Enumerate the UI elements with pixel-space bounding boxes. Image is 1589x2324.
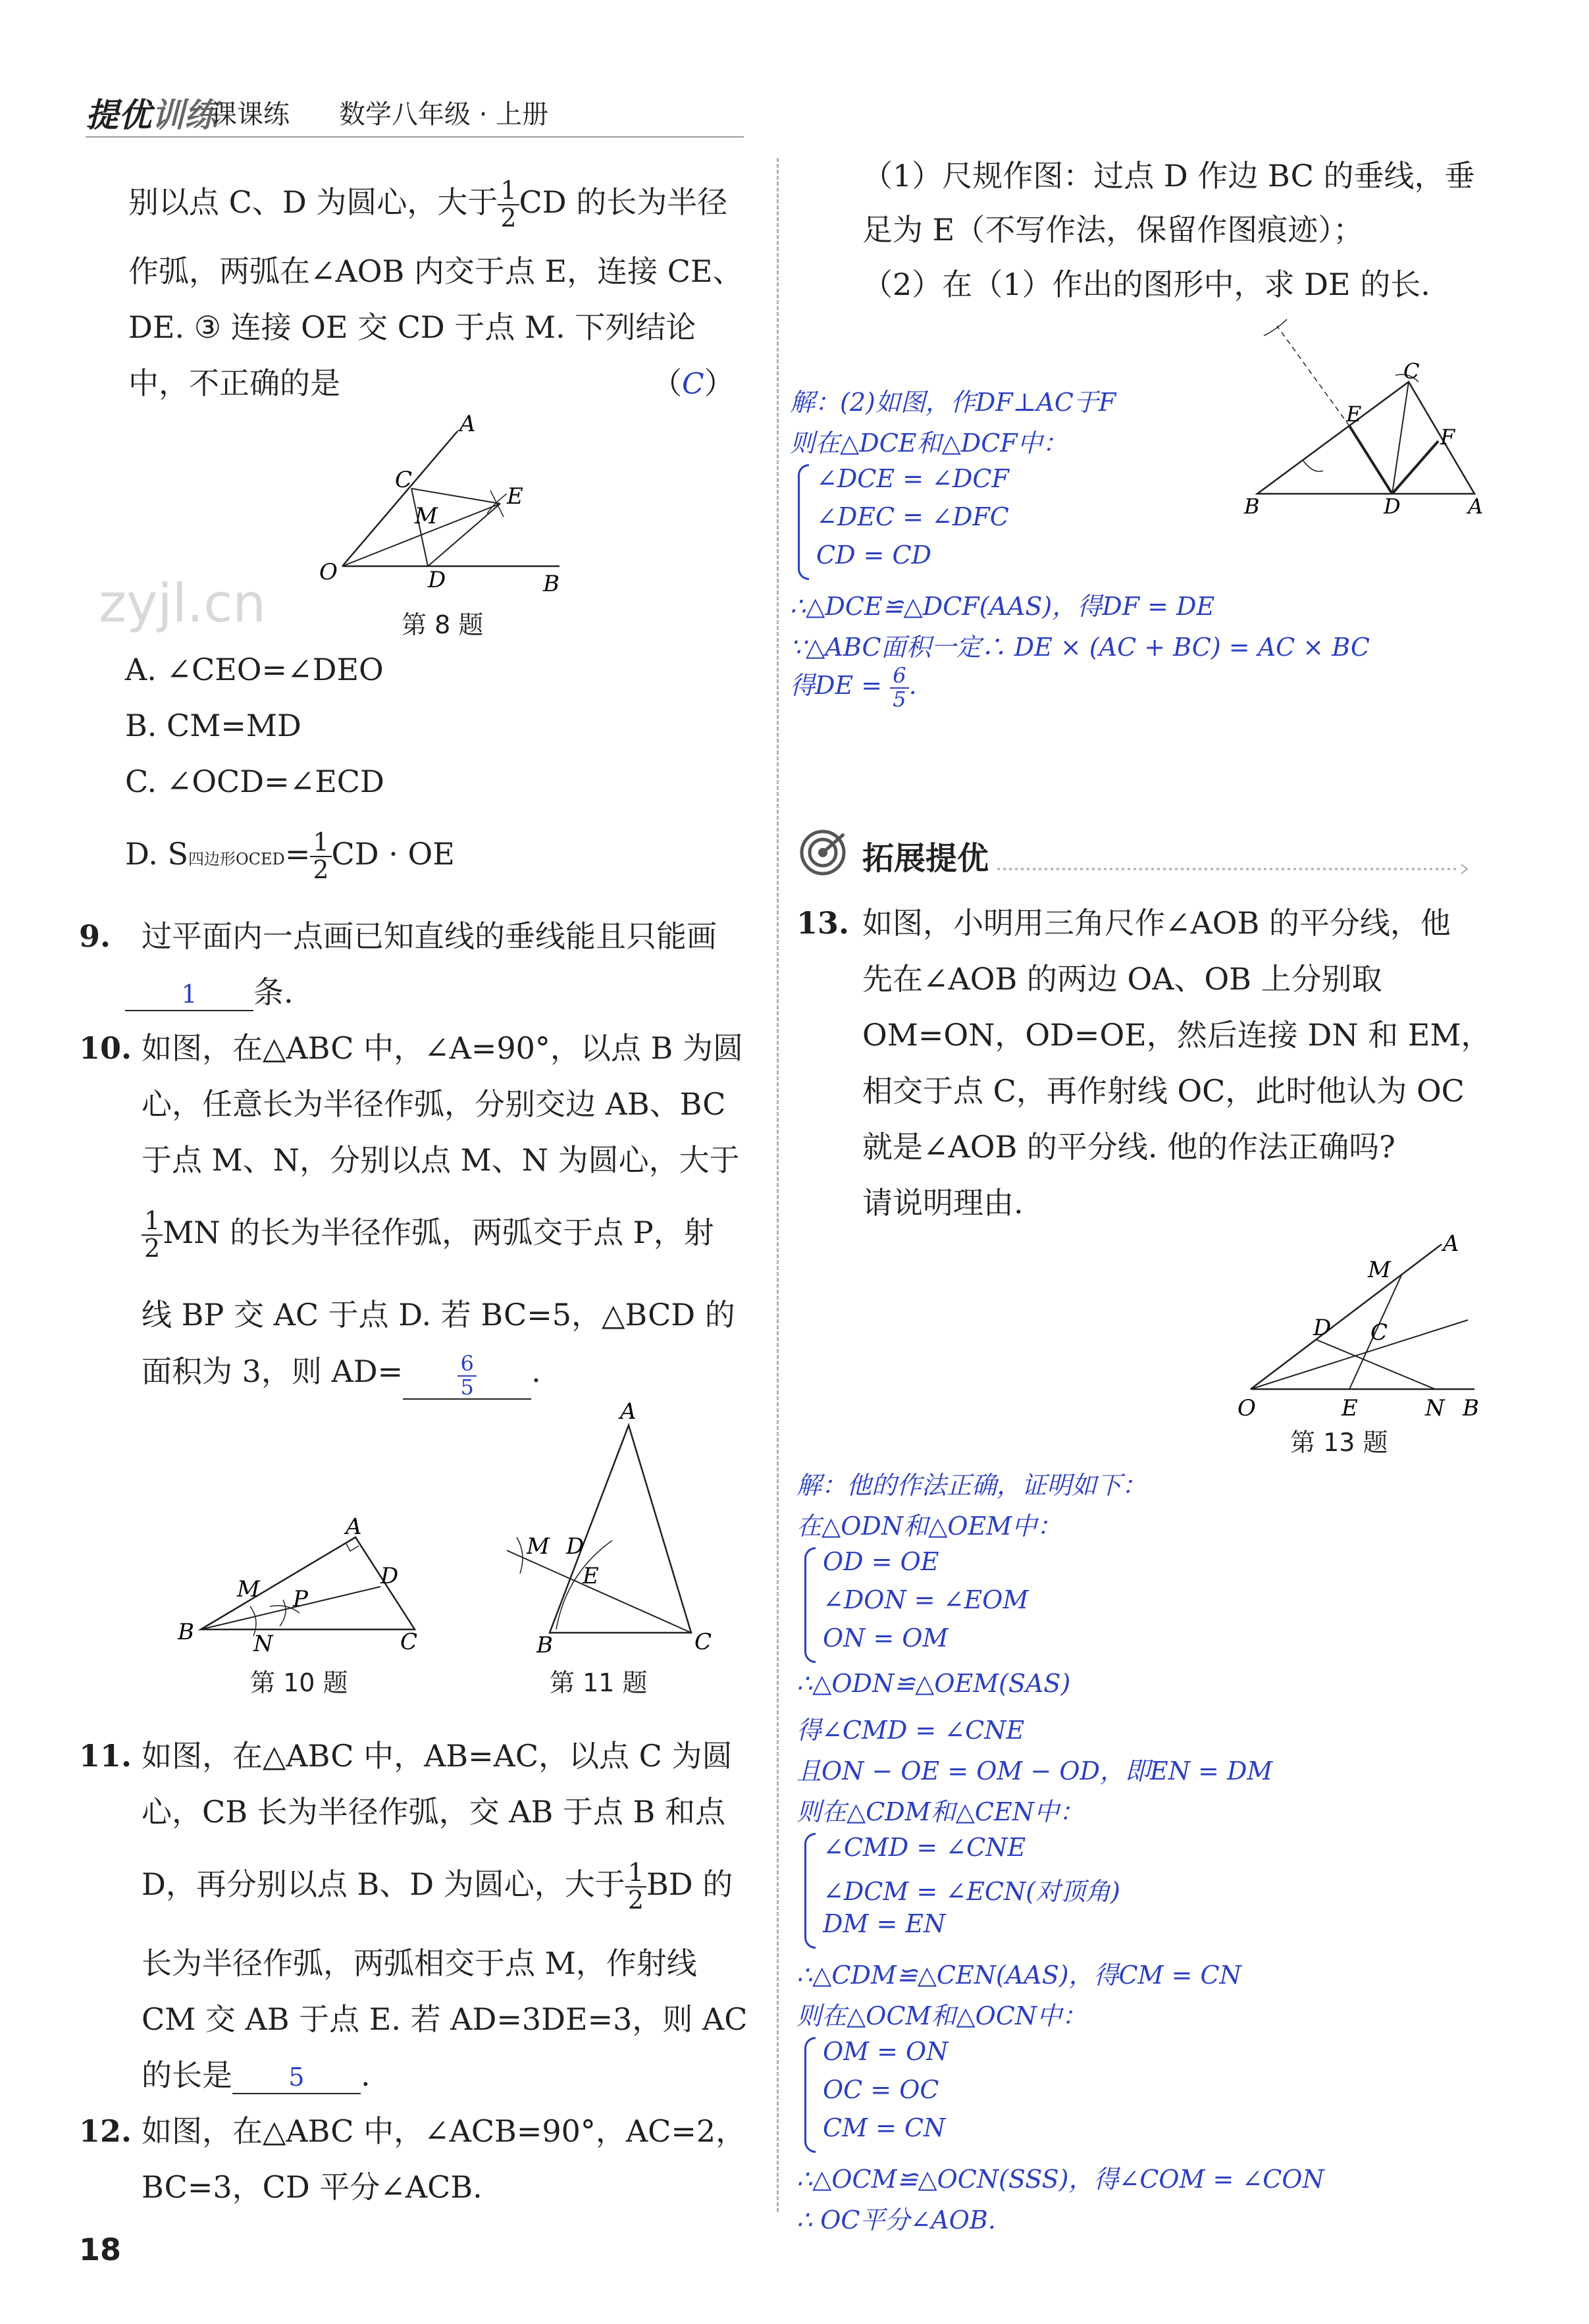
q13-sol1-b: ∠DON = ∠EOM <box>823 1585 1029 1614</box>
q13-sol3-c: CM = CN <box>823 2113 946 2142</box>
fig11-label-A: A <box>620 1402 637 1425</box>
q12-sol-l4: ∵△ABC面积一定∴ DE × (AC + BC) = AC × BC <box>790 633 1370 662</box>
q11-answer: 5 <box>232 2063 361 2094</box>
fig8-label-A: A <box>459 415 476 437</box>
fig11-caption: 第 11 题 <box>550 1668 648 1697</box>
q13-sol3-a: OM = ON <box>823 2037 949 2066</box>
fig13-label-E: E <box>1342 1395 1358 1421</box>
fig13-caption: 第 13 题 <box>1290 1428 1388 1457</box>
q12-sol-l5: 得DE = $\frac{6}{5}$ . <box>790 663 917 712</box>
q8-line1: 别以点 C、D 为圆心，大于 $\frac{1}{2}$ CD 的长为半径 <box>128 176 728 232</box>
q13-sol-l10: ∴ OC平分∠AOB. <box>796 2205 996 2234</box>
fig13-label-B: B <box>1463 1395 1479 1421</box>
fig10-label-N: N <box>253 1631 273 1657</box>
q13-number: 13. <box>796 905 850 941</box>
q13-sol2-c: DM = EN <box>823 1909 946 1938</box>
q12-sol-sys3: CD = CD <box>816 541 932 569</box>
q13-line6: 请说明理由. <box>862 1185 1024 1221</box>
fig11-label-M: M <box>527 1533 550 1560</box>
q8-answer: C <box>682 367 704 401</box>
q13-sol-brace2 <box>804 1833 816 1949</box>
fig8-label-B: B <box>543 571 560 597</box>
q13-sol1-c: ON = OM <box>823 1624 949 1652</box>
q13-line1: 如图，小明用三角尺作∠AOB 的平分线，他 <box>862 905 1451 941</box>
q11-line1: 如图，在△ABC 中，AB=AC，以点 C 为圆 <box>142 1738 733 1774</box>
q9-line1: 过平面内一点画已知直线的垂线能且只能画 <box>142 918 717 954</box>
q8-option-a: A. ∠CEO=∠DEO <box>125 652 384 687</box>
q13-sol-brace1 <box>804 1547 816 1663</box>
fig8-label-D: D <box>428 567 446 593</box>
fig12-label-B: B <box>1244 494 1260 519</box>
figure-10 <box>171 1508 448 1659</box>
q10-line5: 线 BP 交 AC 于点 D. 若 BC=5，△BCD 的 <box>142 1297 735 1333</box>
fig10-label-D: D <box>380 1563 399 1589</box>
q13-sol-l7: ∴△CDM≌△CEN(AAS)，得CM = CN <box>796 1961 1241 1990</box>
q13-line3: OM=ON，OD=OE，然后连接 DN 和 EM， <box>862 1017 1492 1053</box>
q10-line2: 心，任意长为半径作弧，分别交边 AB、BC <box>142 1086 726 1122</box>
fig8-caption: 第 8 题 <box>402 610 484 639</box>
q12-sub2: （2）在（1）作出的图形中，求 DE 的长. <box>862 267 1430 302</box>
fig10-label-B: B <box>178 1619 194 1645</box>
q12-line1: 如图，在△ABC 中，∠ACB=90°，AC=2， <box>142 2113 746 2149</box>
page-number: 18 <box>79 2232 122 2267</box>
fig10-caption: 第 10 题 <box>250 1668 348 1697</box>
q12-sub1-line1: （1）尺规作图：过点 D 作边 BC 的垂线，垂 <box>862 158 1475 194</box>
q12-sol-l2: 则在△DCE和△DCF中： <box>790 429 1068 458</box>
fig12-label-E: E <box>1346 402 1362 427</box>
q8-option-d: D. S四边形OCED= $\frac{1}{2}$ CD · OE <box>125 828 455 884</box>
q13-sol-l6: 则在△CDM和△CEN中： <box>796 1797 1084 1826</box>
q8-line4: 中，不正确的是 <box>128 365 340 401</box>
fig13-label-C: C <box>1370 1319 1388 1346</box>
column-divider <box>777 158 779 2212</box>
fig10-label-M: M <box>237 1576 260 1602</box>
header-logo: 提优训练 <box>86 96 217 134</box>
fig13-label-M: M <box>1368 1257 1391 1283</box>
q10-line3: 于点 M、N，分别以点 M、N 为圆心，大于 <box>142 1142 740 1178</box>
q12-number: 12. <box>79 2113 132 2149</box>
fig8-label-E: E <box>507 483 523 510</box>
q8-answer-bracket: （C） <box>652 365 735 401</box>
fig13-label-N: N <box>1425 1395 1445 1421</box>
q9-answer: 1 <box>125 980 253 1011</box>
q8-line3: DE. ③ 连接 OE 交 CD 于点 M. 下列结论 <box>128 309 696 345</box>
fig10-label-C: C <box>400 1629 418 1655</box>
q13-sol-l5: 且ON − OE = OM − OD，即EN = DM <box>796 1756 1273 1785</box>
fig12-label-A: A <box>1468 494 1484 519</box>
fig13-label-D: D <box>1313 1315 1332 1341</box>
q12-sub1-line2: 足为 E（不写作法，保留作图痕迹）； <box>862 212 1364 248</box>
figure-12 <box>1231 309 1488 527</box>
q8-option-b: B. CM=MD <box>125 708 301 743</box>
section-rule <box>997 862 1471 876</box>
fig12-label-C: C <box>1403 359 1420 384</box>
section-title: 拓展提优 <box>862 840 989 877</box>
q13-sol-l1: 解：他的作法正确，证明如下： <box>796 1471 1147 1500</box>
q9-number: 9. <box>79 918 111 954</box>
q11-line2: 心，CB 长为半径作弧，交 AB 于点 B 和点 <box>142 1794 725 1830</box>
header-series: 课课练 <box>211 99 290 130</box>
q13-sol3-b: OC = OC <box>823 2075 939 2104</box>
q13-sol2-b: ∠DCM = ∠ECN(对顶角) <box>823 1877 1120 1906</box>
q13-sol1-a: OD = OE <box>823 1547 939 1576</box>
figure-8 <box>309 415 586 612</box>
q12-line2: BC=3，CD 平分∠ACB. <box>142 2169 482 2205</box>
figure-13 <box>1224 1231 1501 1435</box>
q13-sol-l9: ∴△OCM≌△OCN(SSS)，得∠COM = ∠CON <box>796 2165 1324 2194</box>
q13-sol2-a: ∠CMD = ∠CNE <box>823 1833 1026 1862</box>
q9-line2: 1 条. <box>125 974 294 1011</box>
fig12-label-F: F <box>1440 425 1455 450</box>
q13-sol-l4: 得∠CMD = ∠CNE <box>796 1716 1025 1745</box>
watermark: zyjl.cn <box>99 573 266 634</box>
fig12-label-D: D <box>1384 494 1401 519</box>
q10-line1: 如图，在△ABC 中，∠A=90°，以点 B 为圆 <box>142 1030 743 1066</box>
q10-line4: $\frac{1}{2}$ MN 的长为半径作弧，两弧交于点 P，射 <box>142 1208 714 1262</box>
q12-sol-sys2: ∠DEC = ∠DFC <box>816 502 1009 531</box>
header-subject: 数学八年级 · 上册 <box>339 99 549 130</box>
q13-line2: 先在∠AOB 的两边 OA、OB 上分别取 <box>862 961 1382 997</box>
q11-number: 11. <box>79 1738 132 1774</box>
fig11-label-D: D <box>566 1533 585 1560</box>
q13-line5: 就是∠AOB 的平分线. 他的作法正确吗? <box>862 1129 1395 1165</box>
fig13-label-A: A <box>1443 1231 1459 1257</box>
q13-sol-l8: 则在△OCM和△OCN中： <box>796 2001 1087 2030</box>
q8-option-c: C. ∠OCD=∠ECD <box>125 764 384 799</box>
target-icon <box>796 826 849 879</box>
fig10-label-P: P <box>293 1586 308 1612</box>
header-rule <box>86 135 744 139</box>
fig11-label-C: C <box>694 1629 712 1655</box>
q8-line2: 作弧，两弧在∠AOB 内交于点 E，连接 CE、 <box>128 253 743 289</box>
q11-line4: 长为半径作弧，两弧相交于点 M，作射线 <box>142 1945 697 1981</box>
fig13-label-O: O <box>1237 1395 1256 1421</box>
q13-line4: 相交于点 C，再作射线 OC，此时他认为 OC <box>862 1073 1465 1109</box>
q12-sol-l3: ∴△DCE≌△DCF(AAS)，得DF = DE <box>790 592 1215 621</box>
q12-sol-l1: 解：(2)如图，作DF⊥AC于F <box>790 388 1116 417</box>
q11-line5: CM 交 AB 于点 E. 若 AD=3DE=3，则 AC <box>142 2001 748 2037</box>
fig10-label-A: A <box>346 1514 362 1540</box>
q13-sol-l2: 在△ODN和△OEM中： <box>796 1512 1062 1541</box>
fig8-label-C: C <box>395 467 413 493</box>
q10-number: 10. <box>79 1030 132 1066</box>
q10-line6: 面积为 3，则 AD= $\frac{6}{5}$ . <box>142 1351 541 1400</box>
q13-sol-brace3 <box>804 2037 816 2153</box>
q12-sol-brace <box>798 464 809 580</box>
q11-line3: D，再分别以点 B、D 为圆心，大于 $\frac{1}{2}$ BD 的 <box>142 1858 733 1915</box>
q13-sol-l3: ∴△ODN≌△OEM(SAS) <box>796 1669 1071 1698</box>
fig8-label-O: O <box>319 559 338 585</box>
figure-11 <box>481 1402 724 1659</box>
q12-sol-sys1: ∠DCE = ∠DCF <box>816 464 1009 493</box>
fig11-label-E: E <box>583 1563 599 1589</box>
fig8-label-M: M <box>415 503 438 529</box>
fig11-label-B: B <box>536 1632 553 1658</box>
q11-line6: 的长是 5 . <box>142 2057 371 2093</box>
